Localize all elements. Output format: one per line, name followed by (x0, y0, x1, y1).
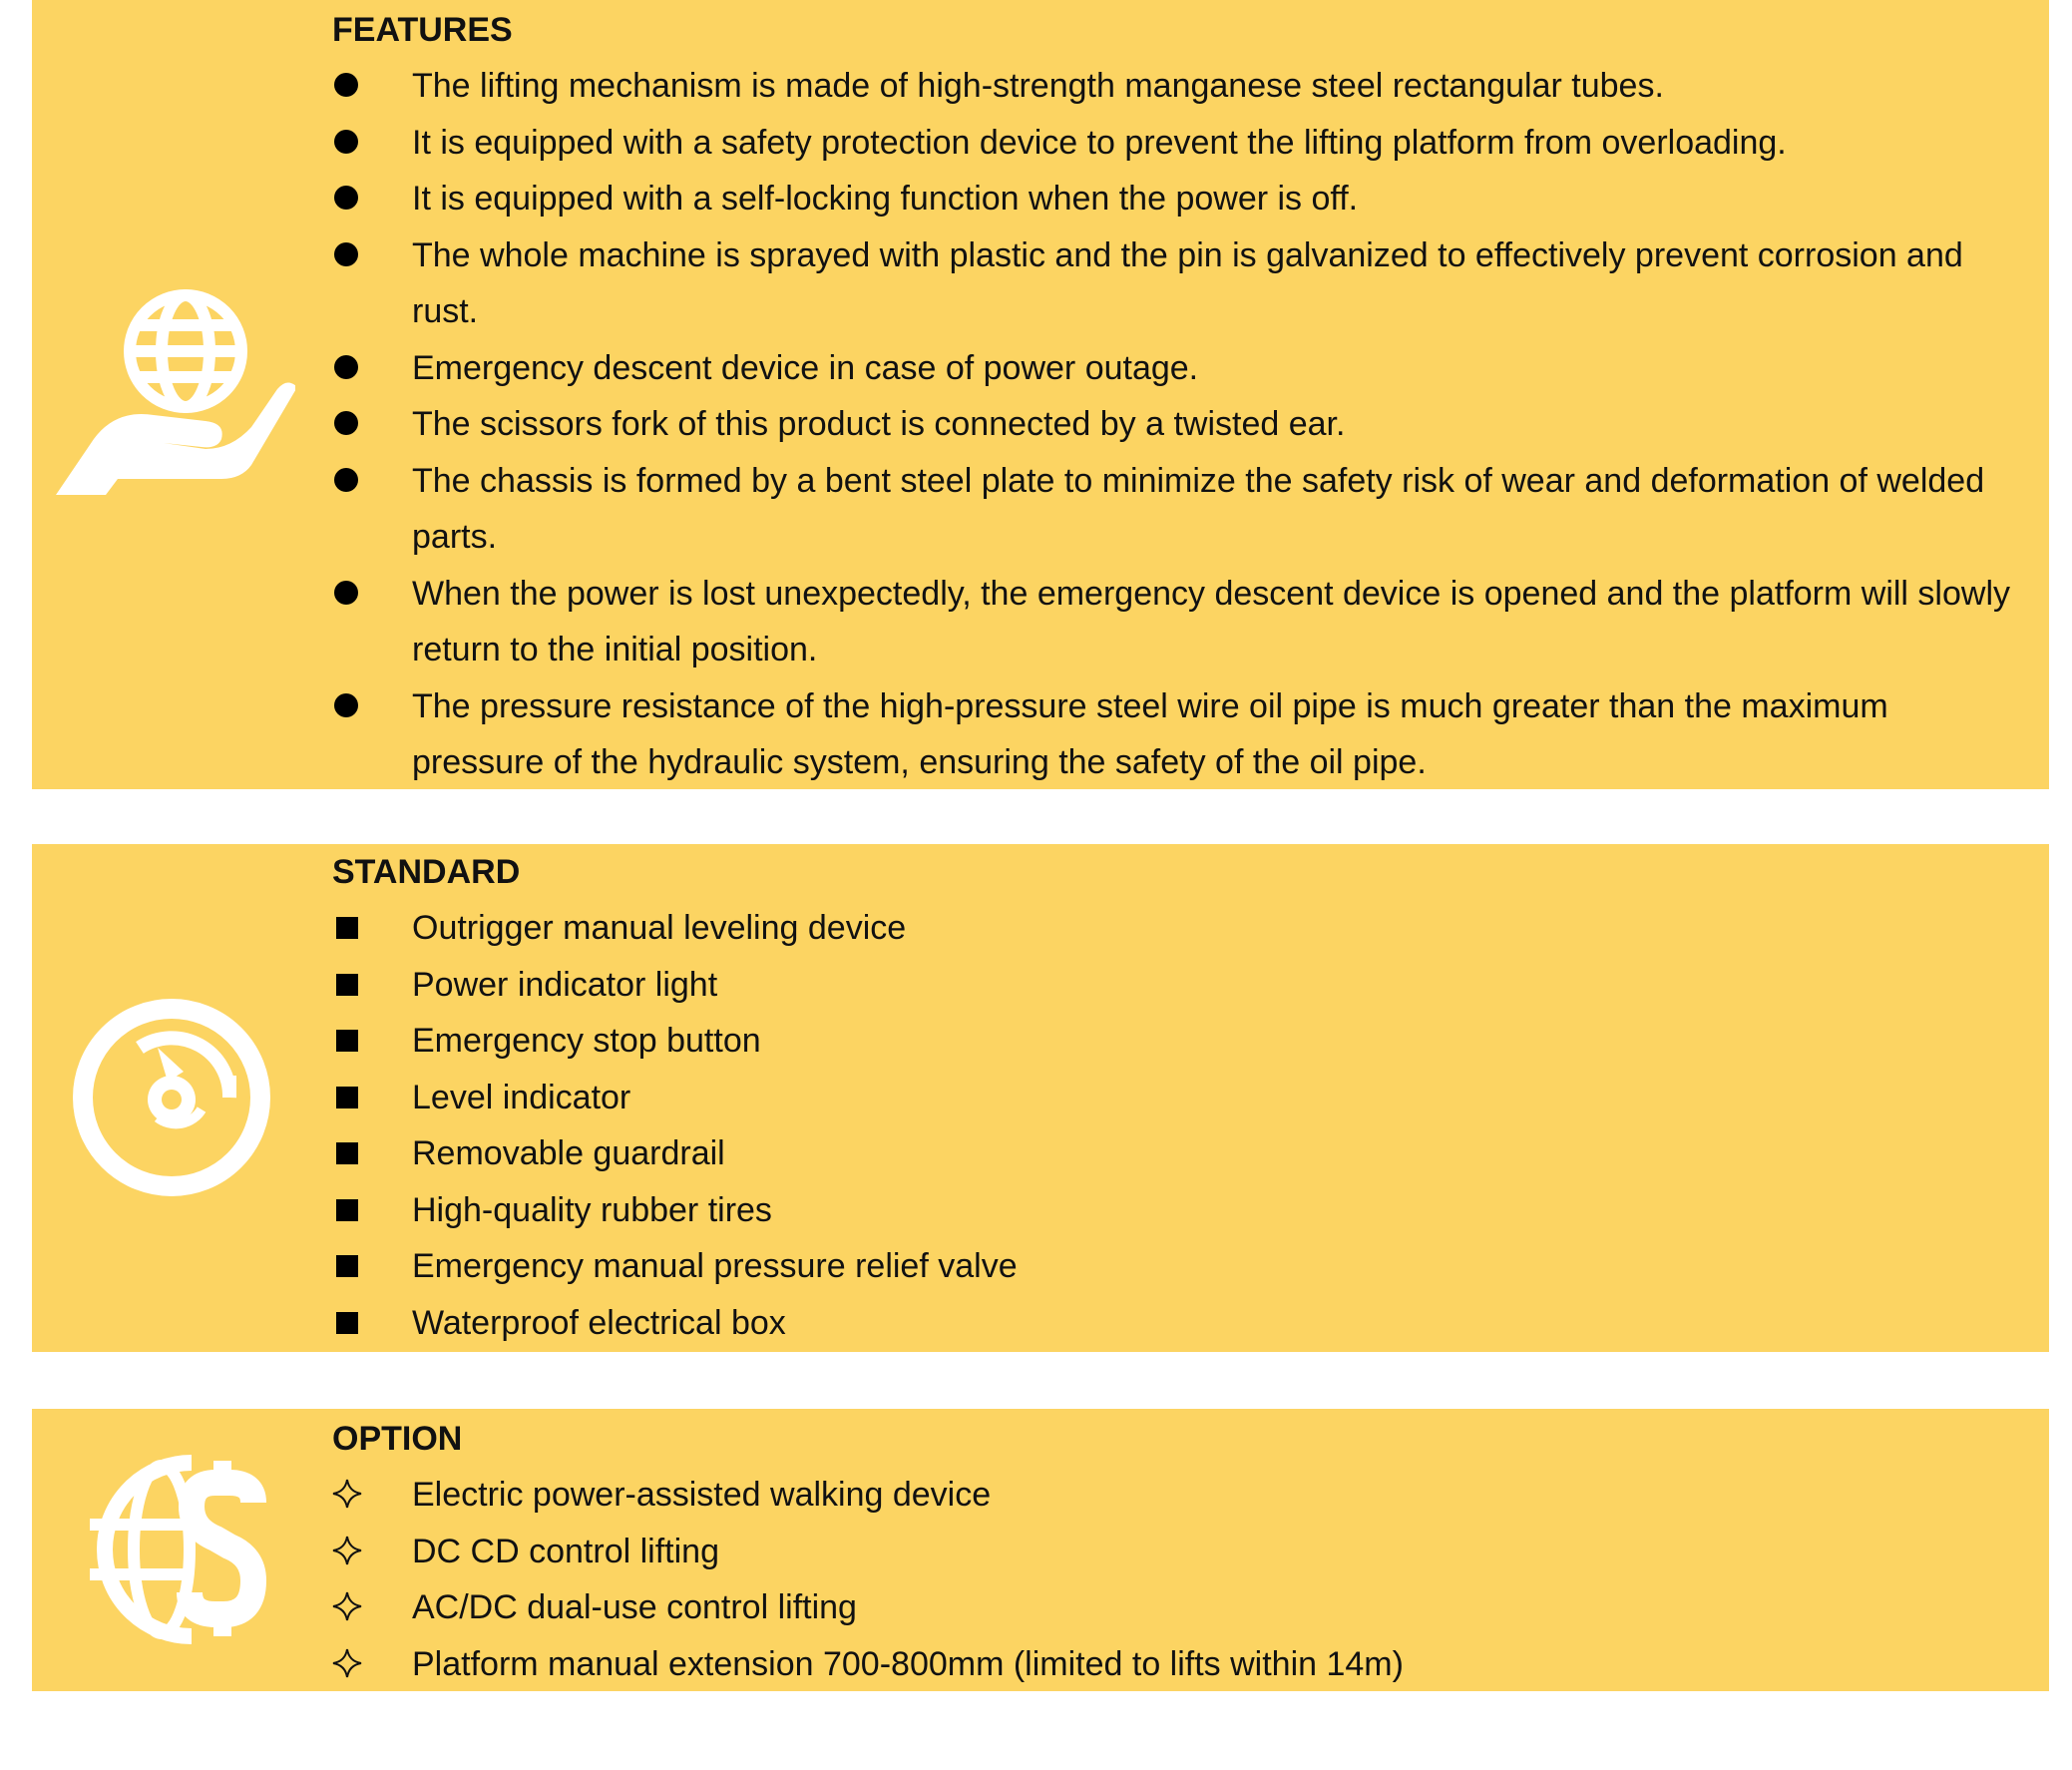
bullet-square-icon (332, 900, 362, 957)
gauge-icon (72, 998, 271, 1197)
list-item: The lifting mechanism is made of high-strength manganese steel rectangular tubes. (332, 58, 2029, 115)
bullet-dot-icon (332, 227, 362, 284)
list-item: Waterproof electrical box (332, 1295, 2029, 1352)
option-panel (32, 1409, 2049, 1691)
bullet-square-icon (332, 1182, 362, 1239)
list-item: The whole machine is sprayed with plastic and the pin is galvanized to effectively prevent corrosion and rust. (332, 227, 2029, 340)
list-item: Removable guardrail (332, 1125, 2029, 1182)
list-item: When the power is lost unexpectedly, the emergency descent device is opened and the platform will slowly return to the initial position. (332, 566, 2029, 678)
option-heading: OPTION (332, 1420, 463, 1458)
option-list (332, 1467, 2029, 1692)
features-list (332, 58, 2029, 791)
globe-dollar-icon (84, 1455, 273, 1644)
list-item: DC CD control lifting (332, 1524, 2029, 1580)
star-outline-icon (332, 1467, 366, 1524)
standard-heading: STANDARD (332, 853, 521, 891)
bullet-dot-icon (332, 396, 362, 453)
bullet-square-icon (332, 1238, 362, 1295)
list-item: Emergency stop button (332, 1013, 2029, 1070)
list-item: High-quality rubber tires (332, 1182, 2029, 1239)
bullet-dot-icon (332, 340, 362, 397)
bullet-square-icon (332, 1295, 362, 1352)
list-item: Outrigger manual leveling device (332, 900, 2029, 957)
list-item: It is equipped with a safety protection device to prevent the lifting platform from overloading. (332, 115, 2029, 172)
bullet-dot-icon (332, 678, 362, 735)
list-item: The chassis is formed by a bent steel plate to minimize the safety risk of wear and deformation of welded parts. (332, 453, 2029, 566)
list-item: Platform manual extension 700-800mm (limited to lifts within 14m) (332, 1636, 2029, 1693)
bullet-dot-icon (332, 58, 362, 115)
list-item: Emergency manual pressure relief valve (332, 1238, 2029, 1295)
list-item: Power indicator light (332, 957, 2029, 1014)
standard-list (332, 900, 2029, 1351)
globe-in-hand-icon (56, 289, 295, 499)
star-outline-icon (332, 1636, 366, 1693)
bullet-square-icon (332, 1125, 362, 1182)
list-item: The scissors fork of this product is connected by a twisted ear. (332, 396, 2029, 453)
list-item: Level indicator (332, 1070, 2029, 1126)
bullet-square-icon (332, 1013, 362, 1070)
list-item: Emergency descent device in case of power outage. (332, 340, 2029, 397)
bullet-square-icon (332, 957, 362, 1014)
list-item: Electric power-assisted walking device (332, 1467, 2029, 1524)
standard-panel (32, 844, 2049, 1352)
list-item: The pressure resistance of the high-pressure steel wire oil pipe is much greater than the maximum pressure of the hydraulic system, ensuring the safety of the oil pipe. (332, 678, 2029, 791)
bullet-dot-icon (332, 115, 362, 172)
star-outline-icon (332, 1579, 366, 1636)
bullet-dot-icon (332, 453, 362, 510)
features-panel (32, 0, 2049, 789)
bullet-dot-icon (332, 566, 362, 623)
list-item: AC/DC dual-use control lifting (332, 1579, 2029, 1636)
bullet-dot-icon (332, 171, 362, 227)
list-item: It is equipped with a self-locking function when the power is off. (332, 171, 2029, 227)
star-outline-icon (332, 1524, 366, 1580)
features-heading: FEATURES (332, 11, 513, 49)
bullet-square-icon (332, 1070, 362, 1126)
